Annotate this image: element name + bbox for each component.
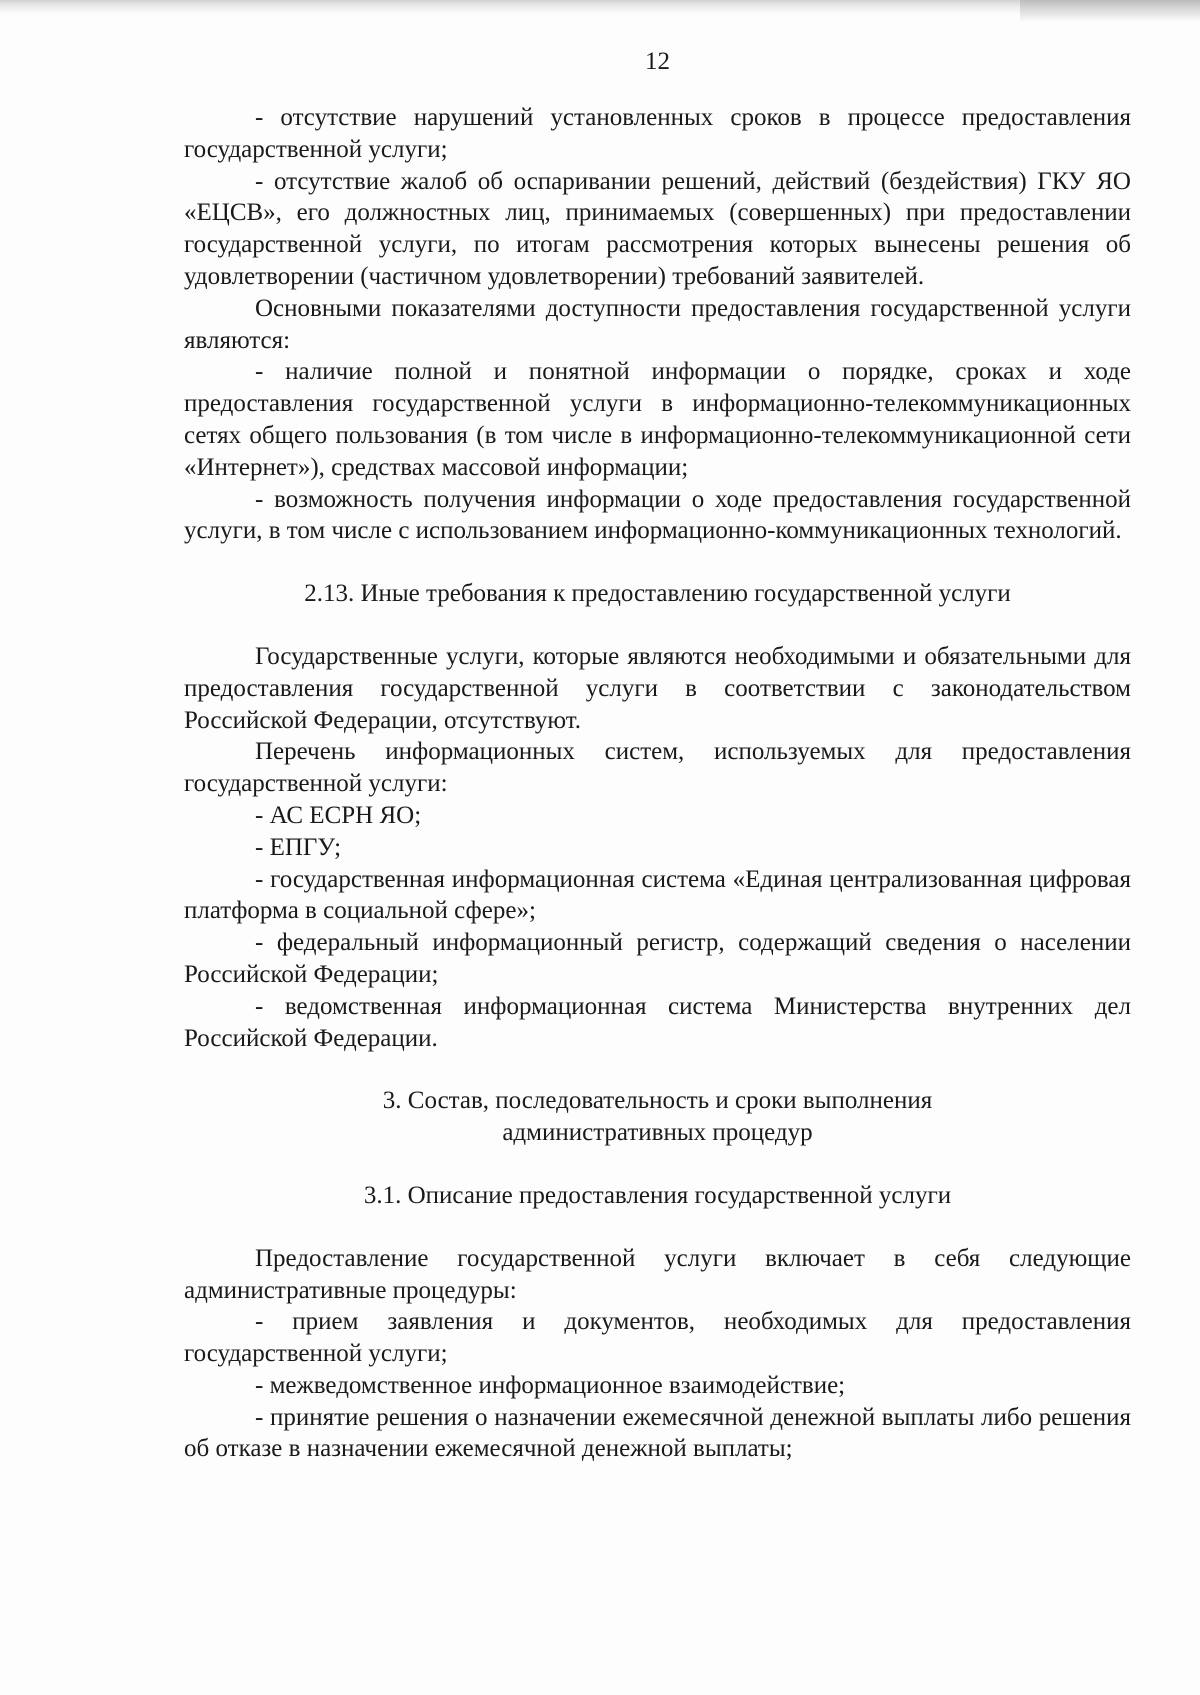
paragraph-accessibility-indicators: Основными показателями доступности предоставления государственной услуги являются: xyxy=(184,294,1131,354)
scan-edge-corner-shadow xyxy=(1020,0,1200,22)
list-item-state-platform: - государственная информационная система «Единая централизованная цифровая платформа в социальной сфере»; xyxy=(184,865,1131,925)
document-body xyxy=(184,102,1131,1465)
paragraph-required-services: Государственные услуги, которые являются необходимыми и обязательными для предоставления государственной услуги в соответствии с законодательством Российской Федерации, отсутствуют. xyxy=(184,642,1131,734)
paragraph-no-complaints: - отсутствие жалоб об оспаривании решений, действий (бездействия) ГКУ ЯО «ЕЦСВ», его должностных лиц, принимаемых (совершенных) при предоставлении государственной услуги, по итогам рассмотрения которых вынесены решения об удовлетворении (частичном удовлетворении) требований заявителей. xyxy=(184,167,1131,290)
list-item-as-esrn: - АС ЕСРН ЯО; xyxy=(255,801,422,829)
paragraph-information-systems-list: Перечень информационных систем, используемых для предоставления государственной услуги: xyxy=(184,738,1131,798)
paragraph-progress-information: - возможность получения информации о ходе предоставления государственной услуги, в том числе с использованием информационно-коммуникационных технологий. xyxy=(184,485,1131,545)
page-number: 12 xyxy=(645,48,670,75)
section-heading-2-13: 2.13. Иные требования к предоставлению государственной услуги xyxy=(304,580,1011,608)
list-item-epgu: - ЕПГУ; xyxy=(255,833,342,861)
paragraph-no-deadline-violations: - отсутствие нарушений установленных сроков в процессе предоставления государственной услуги; xyxy=(184,104,1131,163)
list-item-federal-register: - федеральный информационный регистр, содержащий сведения о населении Российской Федерации; xyxy=(184,929,1131,988)
list-item-payment-decision: - принятие решения о назначении ежемесячной денежной выплаты либо решения об отказе в назначении ежемесячной денежной выплаты; xyxy=(184,1403,1131,1463)
section-heading-3-1: 3.1. Описание предоставления государственной услуги xyxy=(363,1181,952,1209)
section-heading-3-line1: 3. Состав, последовательность и сроки выполнения xyxy=(382,1087,933,1115)
section-heading-3-line2: административных процедур xyxy=(502,1119,813,1147)
paragraph-information-availability: - наличие полной и понятной информации о порядке, сроках и ходе предоставления государственной услуги в информационно-телекоммуникационных сетях общего пользования (в том числе в информационно-телекоммуникационной сети «Интернет»), средствах массовой информации; xyxy=(184,358,1131,481)
list-item-mvd-system: - ведомственная информационная система Министерства внутренних дел Российской Федерации. xyxy=(184,992,1131,1052)
list-item-interagency-interaction: - межведомственное информационное взаимодействие; xyxy=(255,1371,846,1399)
list-item-application-intake: - прием заявления и документов, необходимых для предоставления государственной услуги; xyxy=(184,1308,1131,1368)
paragraph-administrative-procedures: Предоставление государственной услуги включает в себя следующие административные процедуры: xyxy=(184,1244,1131,1304)
